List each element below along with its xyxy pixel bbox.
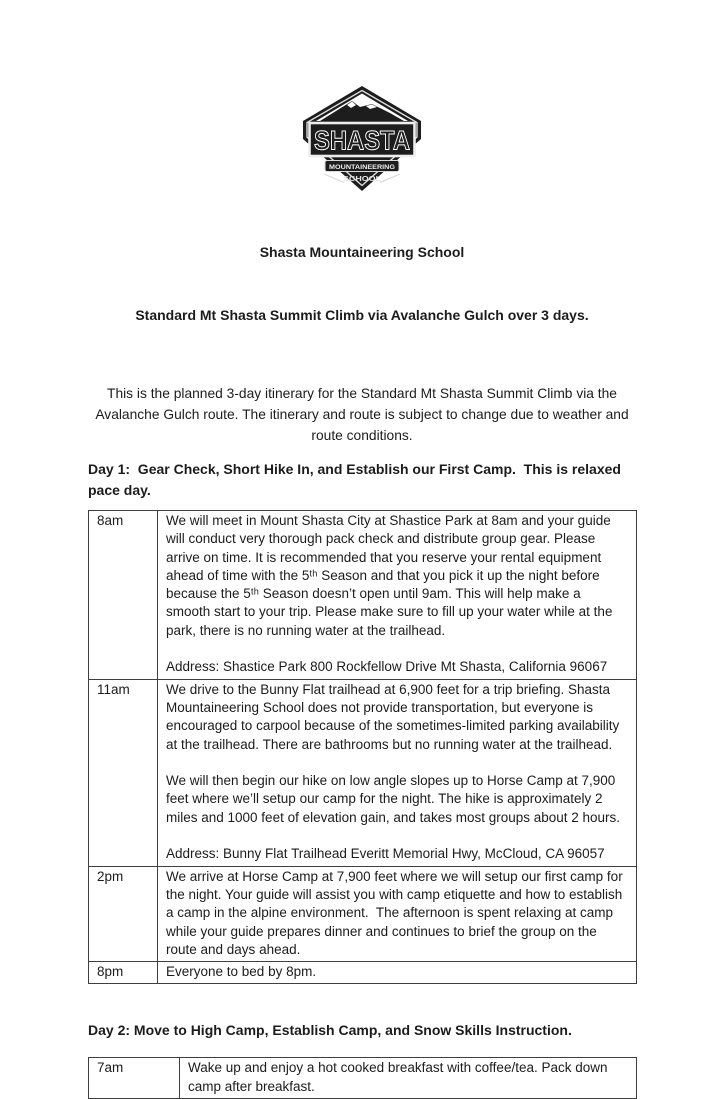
itinerary-row (89, 962, 637, 984)
paragraph: Address: Bunny Flat Trailhead Everitt Memorial Hwy, McCloud, CA 96057 (166, 846, 605, 862)
intro-paragraph: This is the planned 3-day itinerary for the Standard Mt Shasta Summit Climb via the Avalanche Gulch route. The itinerary and route is subject to change due to weather and route conditions. (95, 386, 629, 443)
document-title-block (0, 200, 724, 368)
itinerary-row (89, 1058, 637, 1099)
paragraph: We drive to the Bunny Flat trailhead at 6,900 feet for a trip briefing. Shasta Mountaineering School does not provide transportation, but everyone is encouraged to carpool because of the sometimes-limited parking availability at the trailhead. There are bathrooms but no running water at the trailhead. (166, 681, 624, 752)
logo-container (0, 0, 724, 197)
logo-subtitle-text: MOUNTAINEERING (329, 163, 396, 171)
itinerary-table-body (89, 511, 637, 984)
time-cell: 8pm (89, 962, 158, 984)
itinerary-table-body (89, 1058, 637, 1099)
itinerary-table (88, 1057, 637, 1099)
itinerary-content (88, 459, 637, 1099)
description-cell (158, 679, 637, 866)
day-section (88, 1020, 637, 1099)
logo-title-text: SHASTA (314, 125, 410, 156)
paragraph: We will meet in Mount Shasta City at Shastice Park at 8am and your guide will conduct very thorough pack check and distribute group gear. Please arrive on time. It is recommended that you reserve your rental equipment ahead of time with the 5ᵗʰ Season and that you pick it up the night before because the 5ᵗʰ Season doesn’t open until 9am. This will help make a smooth start to your trip. Please make sure to fill up your water while at the park, there is no running water at the trailhead. (166, 513, 617, 638)
itinerary-table (88, 510, 637, 984)
day-section (88, 459, 637, 984)
time-cell: 7am (89, 1058, 180, 1099)
time-cell: 11am (89, 679, 158, 866)
itinerary-row (89, 511, 637, 680)
description-cell (158, 962, 637, 984)
description-cell (158, 511, 637, 680)
document-title-line2: Standard Mt Shasta Summit Climb via Avalanche Gulch over 3 days. (135, 307, 589, 323)
day-heading: Day 2: Move to High Camp, Establish Camp, and Snow Skills Instruction. (88, 1022, 572, 1039)
time-cell: 8am (89, 511, 158, 680)
document-title-line1: Shasta Mountaineering School (259, 244, 465, 260)
day-heading: Day 1: Gear Check, Short Hike In, and Establish our First Camp. This is relaxed pace day. (88, 461, 625, 498)
paragraph: We will then begin our hike on low angle slopes up to Horse Camp at 7,900 feet where we’ll setup our camp for the night. The hike is approximately 2 miles and 1000 feet of elevation gain, and takes most groups about 2 hours. (166, 773, 621, 825)
itinerary-row (89, 679, 637, 866)
time-cell: 2pm (89, 866, 158, 961)
logo-school-text: SCHOOL (343, 174, 382, 183)
right-tick (380, 174, 400, 183)
description-cell (180, 1058, 637, 1099)
left-tick (324, 174, 344, 183)
description-cell (158, 866, 637, 961)
paragraph: We arrive at Horse Camp at 7,900 feet where we will setup our first camp for the night. Your guide will assist you with camp etiquette and how to establish a camp in the alpine environment. The afternoon is spent relaxing at camp while your guide prepares dinner and continues to brief the group on the route and days ahead. (166, 868, 627, 957)
paragraph: Wake up and enjoy a hot cooked breakfast with coffee/tea. Pack down camp after breakfast. (188, 1060, 612, 1094)
itinerary-row (89, 866, 637, 961)
shasta-mountaineering-logo-icon (300, 86, 424, 192)
paragraph: Address: Shastice Park 800 Rockfellow Drive Mt Shasta, California 96067 (166, 659, 608, 675)
paragraph: Everyone to bed by 8pm. (166, 964, 317, 980)
